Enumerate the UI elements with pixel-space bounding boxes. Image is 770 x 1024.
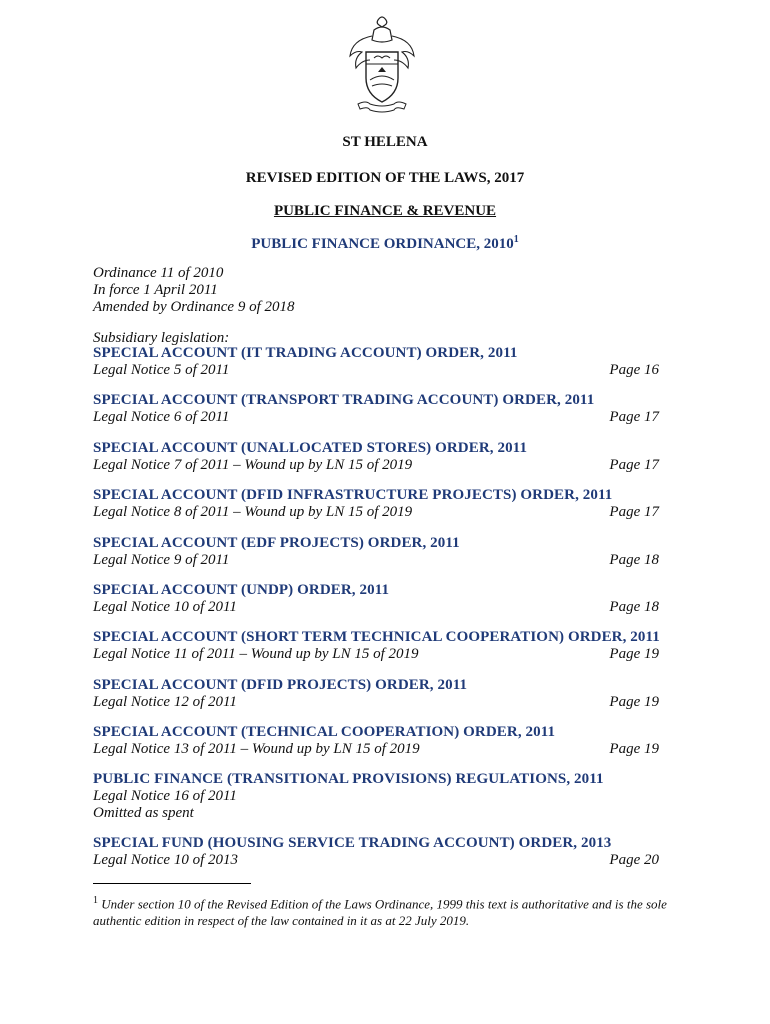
footnote-divider (93, 883, 251, 884)
entry-title: SPECIAL ACCOUNT (TRANSPORT TRADING ACCOUNT) ORDER, 2011 (93, 392, 595, 408)
list-item (93, 487, 659, 521)
entry-notice: Legal Notice 10 of 2011 (93, 599, 237, 615)
entry-title: PUBLIC FINANCE (TRANSITIONAL PROVISIONS) REGULATIONS, 2011 (93, 771, 604, 787)
list-item (93, 535, 659, 569)
entry-page: Page 17 (609, 457, 659, 473)
entry-notice: Legal Notice 9 of 2011 (93, 552, 230, 568)
entry-notice: Legal Notice 8 of 2011 – Wound up by LN 15 of 2019 (93, 504, 413, 520)
entry-notice: Legal Notice 11 of 2011 – Wound up by LN 15 of 2019 (93, 646, 419, 662)
ordinance-amended: Amended by Ordinance 9 of 2018 (93, 299, 295, 315)
entry-notice: Legal Notice 16 of 2011 (93, 788, 237, 804)
list-item (93, 771, 659, 822)
footnote-marker: 1 (513, 234, 519, 245)
entry-page: Page 17 (609, 409, 659, 425)
entry-notice: Legal Notice 13 of 2011 – Wound up by LN 15 of 2019 (93, 741, 420, 757)
list-item (93, 835, 659, 869)
entry-page: Page 18 (609, 552, 659, 568)
list-item (93, 629, 659, 663)
entry-notice: Legal Notice 6 of 2011 (93, 409, 230, 425)
entry-page: Page 16 (609, 362, 659, 378)
list-item (93, 582, 659, 616)
ordinance-title (0, 234, 770, 253)
entry-title: SPECIAL ACCOUNT (UNALLOCATED STORES) ORDER, 2011 (93, 440, 528, 456)
list-item (93, 440, 659, 474)
edition-heading: REVISED EDITION OF THE LAWS, 2017 (245, 170, 525, 186)
footnote-text: Under section 10 of the Revised Edition of the Laws Ordinance, 1999 this text is authoritative and is the sole authentic edition in respect of the law contained in it as at 22 July 2019. (93, 896, 667, 929)
entry-page: Page 19 (609, 741, 659, 757)
entry-page: Page 18 (609, 599, 659, 615)
entry-title: SPECIAL ACCOUNT (UNDP) ORDER, 2011 (93, 582, 390, 598)
entry-page: Page 19 (609, 694, 659, 710)
entry-title: SPECIAL ACCOUNT (IT TRADING ACCOUNT) ORDER, 2011 (93, 345, 518, 361)
subsidiary-legislation-label: Subsidiary legislation: (93, 330, 230, 346)
list-item (93, 392, 659, 426)
entry-notice: Legal Notice 5 of 2011 (93, 362, 230, 378)
coat-of-arms-emblem (342, 14, 422, 114)
entry-title: SPECIAL FUND (HOUSING SERVICE TRADING ACCOUNT) ORDER, 2013 (93, 835, 612, 851)
entry-title: SPECIAL ACCOUNT (DFID INFRASTRUCTURE PROJECTS) ORDER, 2011 (93, 487, 613, 503)
list-item (93, 345, 659, 379)
entry-page: Page 19 (609, 646, 659, 662)
footnote (93, 892, 693, 929)
ordinance-details (93, 265, 294, 316)
list-item (93, 677, 659, 711)
entry-title: SPECIAL ACCOUNT (DFID PROJECTS) ORDER, 2011 (93, 677, 468, 693)
entry-page: Page 20 (609, 852, 659, 868)
entry-title: SPECIAL ACCOUNT (EDF PROJECTS) ORDER, 2011 (93, 535, 460, 551)
entry-notice: Legal Notice 10 of 2013 (93, 852, 238, 868)
subject-heading: PUBLIC FINANCE & REVENUE (273, 203, 497, 219)
ordinance-in-force: In force 1 April 2011 (93, 282, 218, 298)
footnote-number: 1 (93, 895, 98, 906)
entry-notice: Legal Notice 7 of 2011 – Wound up by LN 15 of 2019 (93, 457, 413, 473)
entry-title: SPECIAL ACCOUNT (SHORT TERM TECHNICAL COOPERATION) ORDER, 2011 (93, 629, 660, 645)
ordinance-number: Ordinance 11 of 2010 (93, 265, 224, 281)
entry-status-note: Omitted as spent (93, 805, 194, 821)
entry-page: Page 17 (609, 504, 659, 520)
entry-notice: Legal Notice 12 of 2011 (93, 694, 237, 710)
ordinance-title-text: PUBLIC FINANCE ORDINANCE, 2010 (251, 236, 514, 252)
entry-title: SPECIAL ACCOUNT (TECHNICAL COOPERATION) ORDER, 2011 (93, 724, 556, 740)
jurisdiction-heading: ST HELENA (342, 134, 428, 150)
list-item (93, 724, 659, 758)
